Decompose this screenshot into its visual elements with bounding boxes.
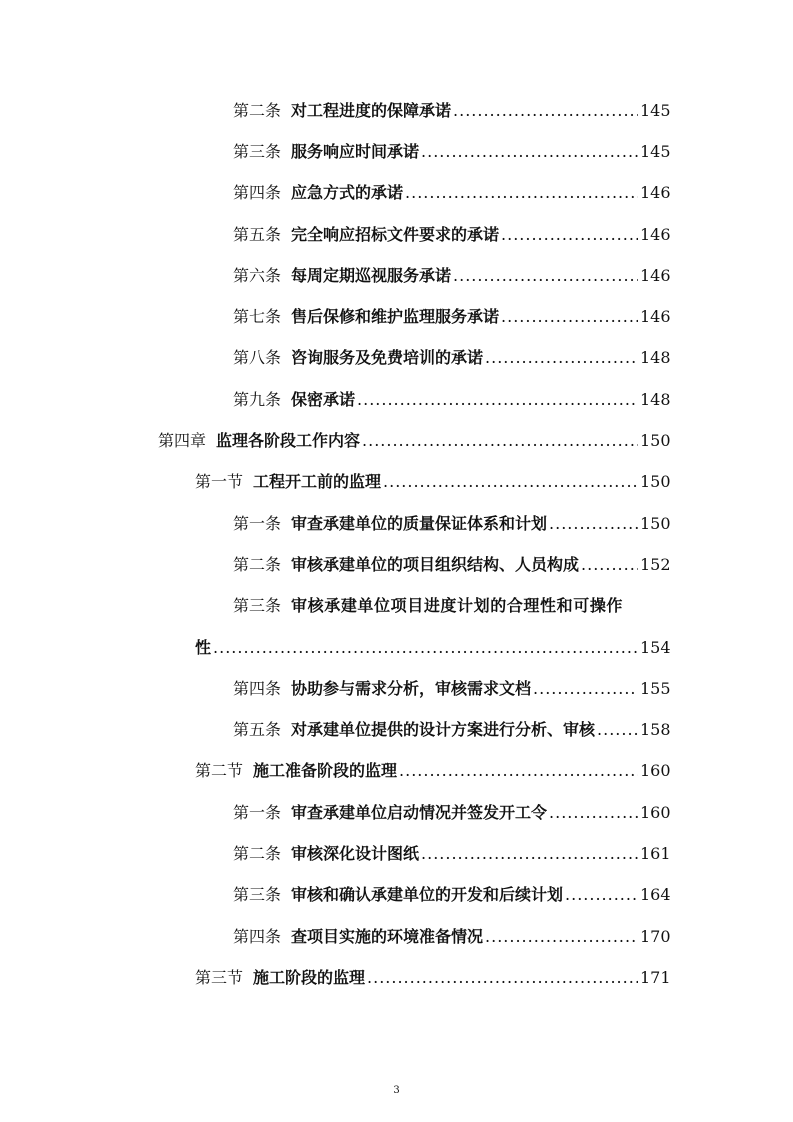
toc-entry-page: 155 [640, 678, 671, 698]
toc-entry-title: 服务响应时间承诺 [291, 141, 420, 161]
toc-leader-dots [383, 472, 638, 492]
toc-entry[interactable] [0, 668, 793, 709]
toc-entry-page: 160 [640, 802, 671, 822]
toc-entry-number: 第一条 [233, 513, 282, 533]
toc-leader-dots [421, 844, 638, 864]
toc-entry-title: 对承建单位提供的设计方案进行分析、审核 [291, 720, 596, 740]
toc-leader-dots [453, 266, 638, 286]
toc-entry-title: 对工程进度的保障承诺 [291, 100, 452, 120]
toc-entry-title: 审查承建单位的质量保证体系和计划 [291, 513, 548, 533]
toc-chapter-entry[interactable] [0, 420, 793, 461]
toc-entry-number: 第三节 [195, 967, 244, 987]
toc-entry[interactable] [0, 792, 793, 833]
toc-entry-page: 158 [640, 720, 671, 740]
toc-entry-continuation[interactable] [0, 627, 793, 668]
toc-entry-title: 完全响应招标文件要求的承诺 [291, 224, 500, 244]
toc-entry[interactable] [0, 173, 793, 214]
toc-entry-page: 148 [640, 348, 671, 368]
toc-entry-title: 施工阶段的监理 [253, 967, 366, 987]
toc-entry-title: 售后保修和维护监理服务承诺 [291, 307, 500, 327]
toc-entry-number: 第六条 [233, 265, 282, 285]
toc-entry-number: 第一条 [233, 802, 282, 822]
toc-leader-dots [501, 225, 638, 245]
toc-leader-dots [453, 101, 638, 121]
toc-leader-dots [549, 514, 638, 534]
toc-entry-number: 第三条 [233, 596, 282, 616]
toc-entry-title: 施工准备阶段的监理 [253, 761, 398, 781]
toc-entry-title: 保密承诺 [291, 389, 356, 409]
toc-leader-dots [485, 927, 638, 947]
toc-entry-number: 第四条 [233, 926, 282, 946]
toc-entry-page: 152 [640, 554, 671, 574]
toc-entry-number: 第五条 [233, 720, 282, 740]
toc-entry[interactable] [0, 379, 793, 420]
toc-leader-dots [533, 679, 638, 699]
toc-entry-page: 160 [640, 761, 671, 781]
toc-section-entry[interactable] [0, 462, 793, 503]
toc-entry-title: 审核承建单位的项目组织结构、人员构成 [291, 554, 580, 574]
toc-entry-title: 审查承建单位启动情况并签发开工令 [291, 802, 548, 822]
toc-leader-dots [565, 885, 638, 905]
toc-entry-number: 第二条 [233, 554, 282, 574]
toc-entry[interactable] [0, 90, 793, 131]
toc-leader-dots [581, 555, 638, 575]
toc-entry[interactable] [0, 916, 793, 957]
toc-entry-page: 150 [640, 513, 671, 533]
toc-entry-page: 145 [640, 100, 671, 120]
toc-entry-page: 171 [640, 967, 671, 987]
toc-leader-dots [357, 390, 638, 410]
toc-section-entry[interactable] [0, 751, 793, 792]
toc-entry-page: 146 [640, 183, 671, 203]
toc-entry-title-continued: 性 [195, 637, 212, 657]
toc-entry-title: 咨询服务及免费培训的承诺 [291, 348, 484, 368]
toc-entry[interactable] [0, 875, 793, 916]
toc-leader-dots [362, 431, 638, 451]
toc-entry-page: 154 [640, 637, 671, 657]
toc-entry-number: 第五条 [233, 224, 282, 244]
toc-entry[interactable] [0, 296, 793, 337]
toc-entry-title: 审核深化设计图纸 [291, 843, 420, 863]
toc-leader-dots [421, 142, 638, 162]
toc-entry-title: 监理各阶段工作内容 [216, 431, 361, 451]
toc-entry[interactable] [0, 503, 793, 544]
toc-entry-page: 146 [640, 307, 671, 327]
toc-entry-number: 第二条 [233, 843, 282, 863]
toc-leader-dots [399, 761, 638, 781]
toc-entry-title: 审核承建单位项目进度计划的合理性和可操作 [291, 596, 624, 616]
toc-entry-title: 查项目实施的环境准备情况 [291, 926, 484, 946]
toc-entry-number: 第九条 [233, 389, 282, 409]
toc-entry[interactable] [0, 544, 793, 585]
toc-entry-number: 第一节 [195, 472, 244, 492]
toc-entry-number: 第四条 [233, 678, 282, 698]
toc-entry-number: 第三条 [233, 885, 282, 905]
toc-entry-page: 150 [640, 431, 671, 451]
toc-entry-title: 审核和确认承建单位的开发和后续计划 [291, 885, 564, 905]
toc-entry[interactable] [0, 131, 793, 172]
toc-entry[interactable] [0, 214, 793, 255]
toc-leader-dots [501, 307, 638, 327]
toc-entry-number: 第三条 [233, 141, 282, 161]
toc-entry-page: 145 [640, 141, 671, 161]
toc-entry-page: 161 [640, 843, 671, 863]
toc-entry-page: 164 [640, 885, 671, 905]
toc-entry-number: 第四条 [233, 183, 282, 203]
toc-entry[interactable] [0, 255, 793, 296]
toc-entry-number: 第二节 [195, 761, 244, 781]
toc-entry[interactable] [0, 586, 793, 627]
toc-leader-dots [597, 720, 638, 740]
toc-entry-number: 第四章 [158, 431, 207, 451]
toc-entry-number: 第八条 [233, 348, 282, 368]
toc-leader-dots [213, 638, 638, 658]
toc-entry-number: 第七条 [233, 307, 282, 327]
toc-entry-title: 协助参与需求分析，审核需求文档 [291, 678, 532, 698]
toc-entry-number: 第二条 [233, 100, 282, 120]
toc-entry[interactable] [0, 338, 793, 379]
toc-entry-page: 146 [640, 224, 671, 244]
toc-entry[interactable] [0, 709, 793, 750]
toc-entry[interactable] [0, 833, 793, 874]
toc-entry-title: 工程开工前的监理 [253, 472, 382, 492]
toc-leader-dots [367, 968, 638, 988]
toc-entry-title: 应急方式的承诺 [291, 183, 404, 203]
toc-leader-dots [549, 803, 638, 823]
toc-leader-dots [485, 348, 638, 368]
toc-entry-page: 146 [640, 265, 671, 285]
toc-entry-page: 150 [640, 472, 671, 492]
toc-entry-title: 每周定期巡视服务承诺 [291, 265, 452, 285]
toc-leader-dots [405, 183, 638, 203]
page-number: 3 [393, 1085, 400, 1096]
table-of-contents [0, 90, 793, 999]
toc-section-entry[interactable] [0, 957, 793, 998]
toc-entry-page: 148 [640, 389, 671, 409]
toc-entry-page: 170 [640, 926, 671, 946]
